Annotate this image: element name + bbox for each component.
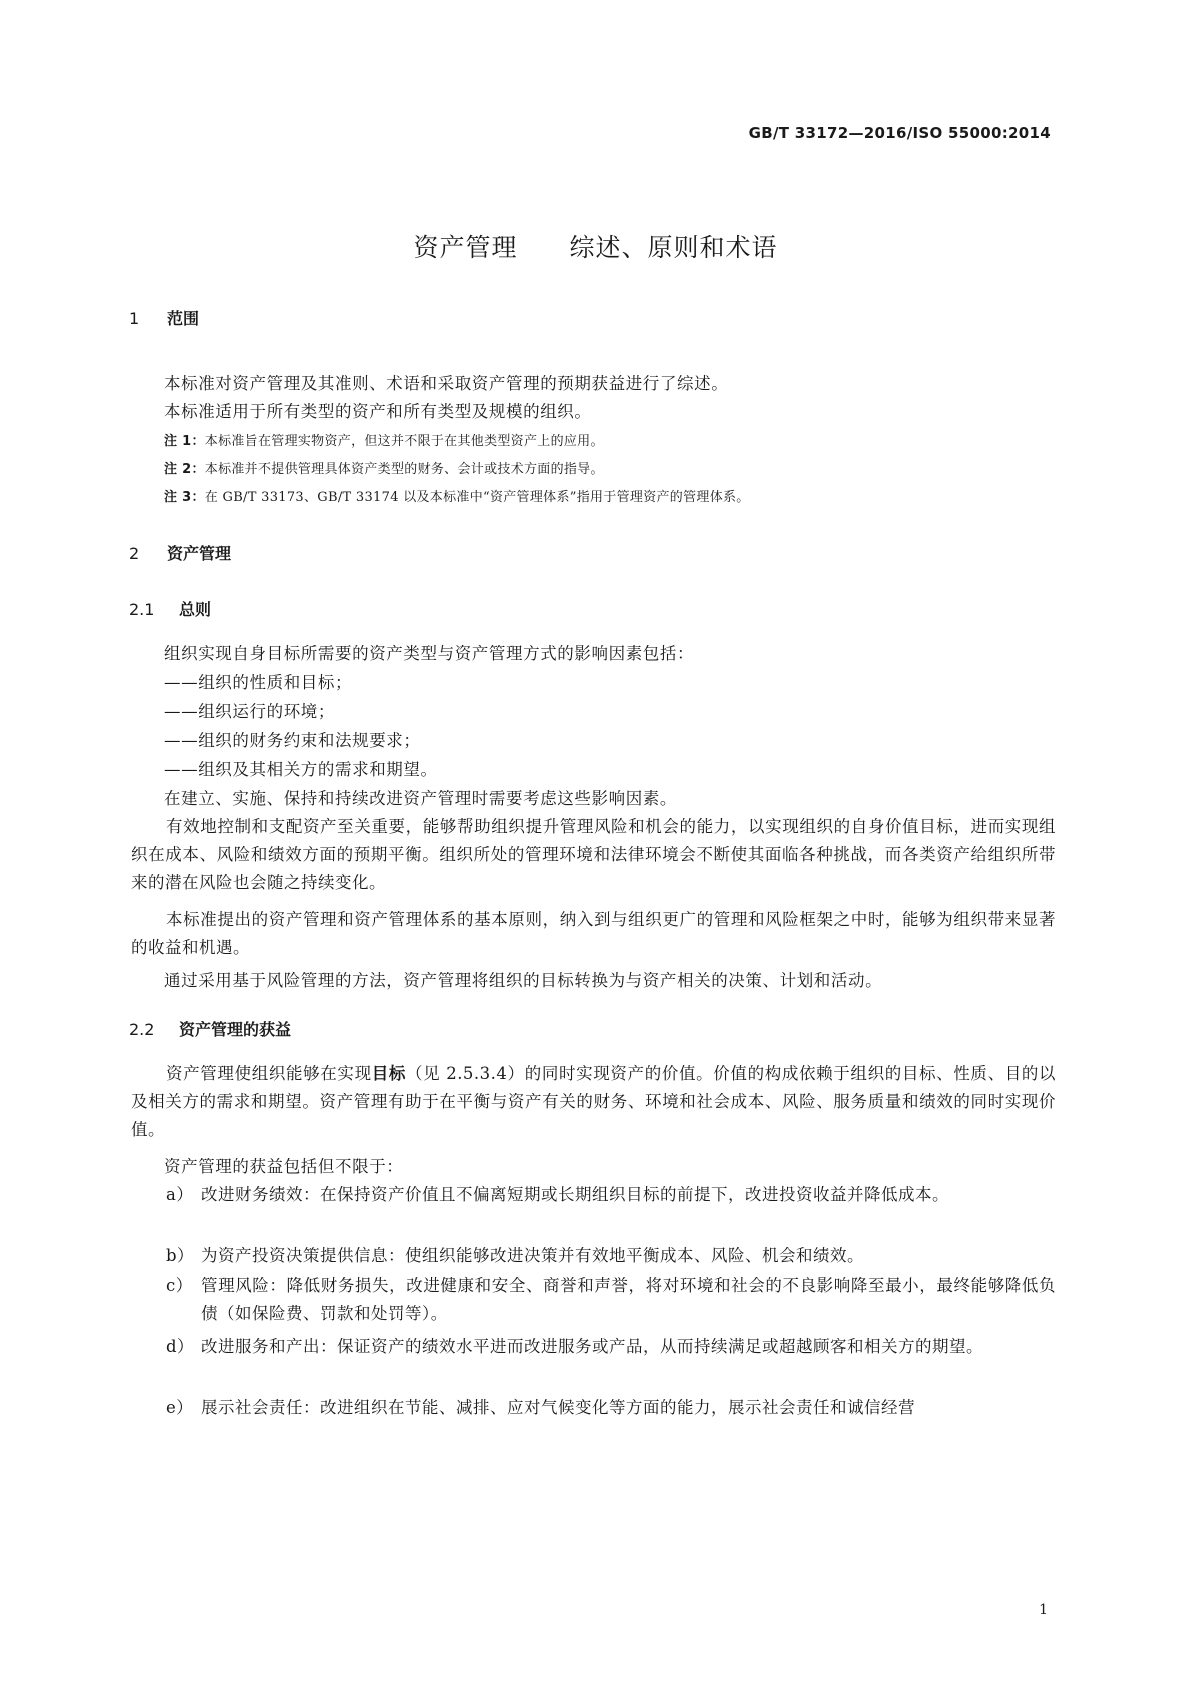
list-item — [166, 1394, 1056, 1422]
dash-item: ——组织的财务约束和法规要求； — [164, 731, 421, 750]
section-2-heading — [129, 541, 231, 564]
paragraph: 本标准适用于所有类型的资产和所有类型及规模的组织。 — [164, 402, 592, 421]
list-marker: a） — [166, 1185, 194, 1204]
list-item — [166, 1181, 1056, 1209]
text-run: （见 2.5.3.4）的同时实现资产的价值。价值的构成依赖于组织的目标、性质、目的以及相关方的需求和期望。资产管理有助于在平衡与资产有关的财务、环境和社会成本、风险、服务质量和绩效的同时实现价值。 — [131, 1064, 1056, 1139]
note-label: 注 1： — [164, 434, 205, 449]
dash-item: ——组织运行的环境； — [164, 702, 335, 721]
paragraph: 在建立、实施、保持和持续改进资产管理时需要考虑这些影响因素。 — [164, 789, 677, 808]
note — [164, 458, 604, 477]
list-marker: e） — [166, 1398, 194, 1417]
section-2-1-heading — [129, 597, 211, 620]
paragraph: 资产管理的获益包括但不限于： — [164, 1157, 404, 1176]
list-marker: c） — [166, 1276, 193, 1295]
list-item-text: 改进财务绩效：在保持资产价值且不偏离短期或长期组织目标的前提下，改进投资收益并降低成本。 — [201, 1185, 949, 1204]
section-title: 总则 — [179, 600, 212, 619]
note-text: 本标准并不提供管理具体资产类型的财务、会计或技术方面的指导。 — [204, 462, 604, 477]
list-item — [166, 1272, 1056, 1328]
paragraph — [131, 1060, 1056, 1144]
page-number: 1 — [1039, 1602, 1048, 1618]
list-item-text: 管理风险：降低财务损失，改进健康和安全、商誉和声誉，将对环境和社会的不良影响降至最小，最终能够降低负债（如保险费、罚款和处罚等）。 — [201, 1276, 1056, 1323]
list-marker: b） — [166, 1246, 195, 1265]
paragraph: 有效地控制和支配资产至关重要，能够帮助组织提升管理风险和机会的能力，以实现组织的自身价值目标，进而实现组织在成本、风险和绩效方面的预期平衡。组织所处的管理环境和法律环境会不断使其面临各种挑战，而各类资产给组织所带来的潜在风险也会随之持续变化。 — [131, 817, 1056, 892]
note — [164, 486, 750, 505]
section-2-2-heading — [129, 1017, 291, 1040]
note-text: 本标准旨在管理实物资产，但这并不限于在其他类型资产上的应用。 — [204, 434, 604, 449]
list-item-text: 为资产投资决策提供信息：使组织能够改进决策并有效地平衡成本、风险、机会和绩效。 — [201, 1246, 864, 1265]
list-item-text: 改进服务和产出：保证资产的绩效水平进而改进服务或产品，从而持续满足或超越顾客和相关方的期望。 — [201, 1337, 983, 1356]
section-number: 2.1 — [129, 600, 155, 619]
list-marker: d） — [166, 1337, 195, 1356]
list-item — [166, 1333, 1056, 1361]
dash-item: ——组织的性质和目标； — [164, 673, 353, 692]
paragraph: 本标准提出的资产管理和资产管理体系的基本原则，纳入到与组织更广的管理和风险框架之中时，能够为组织带来显著的收益和机遇。 — [131, 910, 1056, 957]
term-link: 目标 — [371, 1064, 407, 1083]
standard-number: GB/T 33172—2016/ISO 55000:2014 — [748, 124, 1051, 142]
paragraph: 组织实现自身目标所需要的资产类型与资产管理方式的影响因素包括： — [164, 644, 695, 663]
paragraph: 本标准对资产管理及其准则、术语和采取资产管理的预期获益进行了综述。 — [164, 374, 729, 393]
section-title: 范围 — [167, 309, 200, 328]
section-number: 2.2 — [129, 1020, 155, 1039]
document-title: 资产管理 综述、原则和术语 — [413, 233, 778, 262]
list-item-text: 展示社会责任：改进组织在节能、减排、应对气候变化等方面的能力，展示社会责任和诚信经营 — [201, 1398, 915, 1417]
note — [164, 430, 604, 449]
section-number: 2 — [129, 544, 140, 563]
note-label: 注 3： — [164, 490, 205, 505]
text-run: 资产管理使组织能够在实现 — [166, 1064, 372, 1083]
section-number: 1 — [129, 309, 140, 328]
note-label: 注 2： — [164, 462, 205, 477]
section-title: 资产管理 — [167, 544, 232, 563]
section-1-heading — [129, 306, 199, 329]
section-title: 资产管理的获益 — [179, 1020, 292, 1039]
paragraph: 通过采用基于风险管理的方法，资产管理将组织的目标转换为与资产相关的决策、计划和活动。 — [164, 971, 883, 990]
list-item — [166, 1242, 1056, 1270]
note-text: 在 GB/T 33173、GB/T 33174 以及本标准中“资产管理体系”指用于管理资产的管理体系。 — [204, 490, 750, 505]
dash-item: ——组织及其相关方的需求和期望。 — [164, 760, 438, 779]
